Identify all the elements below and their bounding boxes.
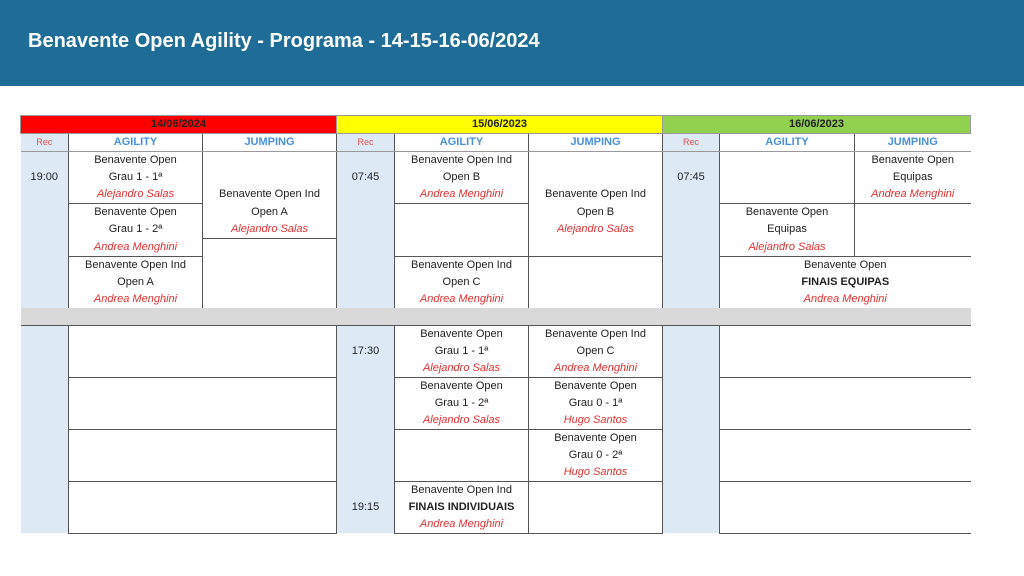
rec-header: Rec [21,134,69,152]
date-day2: 15/06/2023 [337,116,663,134]
event-class: FINAIS EQUIPAS [720,274,971,291]
event-class: Open B [529,204,663,222]
start-time: 19:00 [21,169,69,186]
page-title: Benavente Open Agility - Programa - 14-15-16-06/2024 [28,30,540,52]
event-name: Benavente Open [855,152,971,170]
event-class: FINAIS INDIVIDUAIS [395,499,529,516]
judge-name: Hugo Santos [529,412,663,430]
rec-header: Rec [337,134,395,152]
start-time: 07:45 [337,169,395,186]
judge-name: Andrea Menghini [395,186,529,204]
event-class: Grau 0 - 1ª [529,395,663,412]
event-class: Grau 1 - 2ª [395,395,529,412]
judge-name: Alejandro Salas [395,360,529,378]
judge-name: Andrea Menghini [395,291,529,308]
date-day3: 16/06/2023 [663,116,971,134]
agility-header: AGILITY [395,134,529,152]
rec-header: Rec [663,134,720,152]
start-time: 07:45 [663,169,720,186]
event-class: Open B [395,169,529,186]
event-name: Benavente Open Ind [395,152,529,170]
judge-name: Hugo Santos [529,464,663,482]
event-class: Grau 0 - 2ª [529,447,663,464]
event-name: Benavente Open Ind [69,256,203,274]
agility-header: AGILITY [69,134,203,152]
judge-name: Alejandro Salas [720,239,855,257]
event-name: Benavente Open [395,325,529,343]
event-name: Benavente Open [720,204,855,222]
judge-name: Alejandro Salas [69,186,203,204]
event-name: Benavente Open [69,204,203,222]
schedule-table [20,115,971,534]
event-name: Benavente Open Ind [529,325,663,343]
judge-name: Alejandro Salas [529,221,663,239]
judge-name: Alejandro Salas [203,221,337,239]
event-class: Open C [529,343,663,360]
judge-name: Andrea Menghini [529,360,663,378]
event-class: Equipas [720,221,855,239]
judge-name: Alejandro Salas [395,412,529,430]
event-name: Benavente Open [529,429,663,447]
event-name: Benavente Open Ind [203,186,337,204]
event-name: Benavente Open Ind [395,481,529,499]
jumping-header: JUMPING [203,134,337,152]
break-separator [21,308,971,326]
judge-name: Andrea Menghini [69,239,203,257]
judge-name: Andrea Menghini [855,186,971,204]
event-name: Benavente Open [720,256,971,274]
judge-name: Andrea Menghini [69,291,203,308]
event-class: Grau 1 - 1ª [69,169,203,186]
column-header-row [21,134,971,152]
event-name: Benavente Open [69,152,203,170]
event-name: Benavente Open Ind [529,186,663,204]
date-header-row [21,116,971,134]
event-class: Grau 1 - 2ª [69,221,203,239]
event-class: Open A [203,204,337,222]
event-class: Open A [69,274,203,291]
event-class: Equipas [855,169,971,186]
event-name: Benavente Open [529,377,663,395]
start-time: 17:30 [337,343,395,360]
jumping-header: JUMPING [529,134,663,152]
event-class: Grau 1 - 1ª [395,343,529,360]
event-name: Benavente Open [395,377,529,395]
agility-header: AGILITY [720,134,855,152]
judge-name: Andrea Menghini [720,291,971,308]
date-day1: 14/06/2024 [21,116,337,134]
event-class: Open C [395,274,529,291]
start-time: 19:15 [337,499,395,516]
jumping-header: JUMPING [855,134,971,152]
judge-name: Andrea Menghini [395,516,529,534]
title-banner [0,0,1024,86]
event-name: Benavente Open Ind [395,256,529,274]
